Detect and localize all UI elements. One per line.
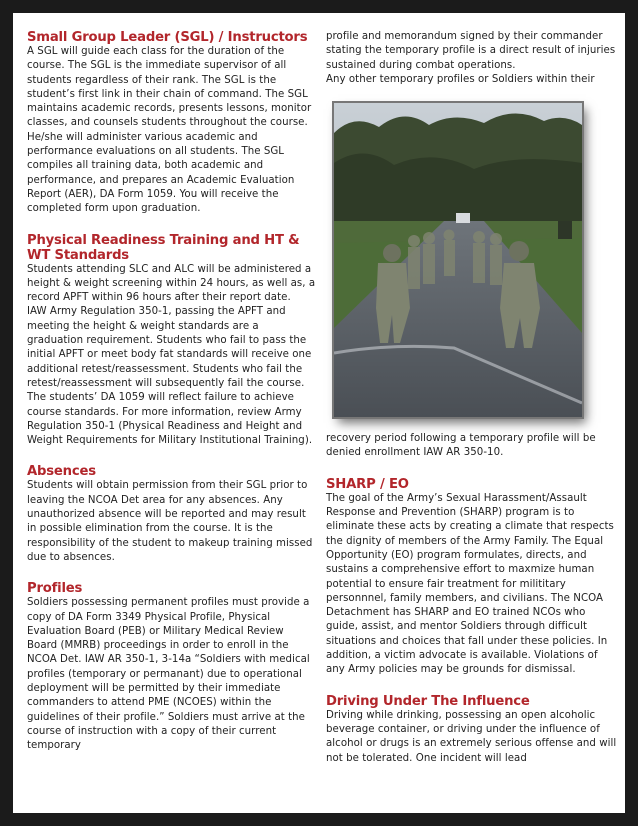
profiles-body: Soldiers possessing permanent profiles must provide a copy of DA Form 3349 Physical Profile, Physical Evaluation Board (PEB) or Military Medical Review Board (MMRB) proceedings in order to enroll in the NCOA Det. IAW AR 350-1, 3-14a “Soldiers with medical profiles (temporary or permanant) due to operational deployment will be permitted by their immediate commanders to attend PME (NCOES) within the guidelines of their profile.” Soldiers must arrive at the course of instruction with a copy of their current temporary	[27, 597, 310, 752]
section-sgl	[27, 30, 317, 217]
sharp-body: The goal of the Army’s Sexual Harassment/Assault Response and Prevention (SHARP) program is to eliminate these acts by creating a climate that respects the dignity of members of the Army Family. The Equal Opportunity (EO) program formulates, directs, and sustains a comprehensive effort to maxmize human potential to ensure fair treatment for milititary personnnel, family members, and civilians. The NCOA Detachment has SHARP and EO trained NCOs who guide, assist, and mentor Soldiers through difficult situations and choices that fall under these policies. In addition, a victim advocate is available. Violations of any Army policies may be grounds for dismissal.	[326, 492, 614, 676]
soldiers-road-march-photo	[334, 103, 582, 417]
section-profiles	[27, 581, 317, 753]
section-prt	[27, 233, 317, 449]
absences-heading: Absences	[27, 464, 96, 480]
left-column	[27, 30, 317, 769]
sharp-heading: SHARP / EO	[326, 476, 409, 492]
profiles-continued-2: recovery period following a temporary profile will be denied enrollment IAW AR 350-10.	[326, 433, 596, 459]
prt-body: Students attending SLC and ALC will be administered a height & weight screening within 24 hours, as well as, a record APFT within 96 hours after their report date. IAW Army Regulation 350-1, passing the APFT and meeting the height & weight standards are a graduation requirement. Students who fail to pass the initial APFT or meet body fat standards will receive one additional retest/reassessment. Students who fail the retest/reassessment will subsequently fail the course. The students’ DA 1059 will reflect failure to achieve course standards. For more information, review Army Regulation 350-1 (Physical Readiness and Height and Weight Requirements for Military Institutional Training).	[27, 263, 316, 447]
profiles-continued: profile and memorandum signed by their commander stating the temporary profile is a direct result of injuries sustained during combat operations. Any other temporary profiles or Soldiers within their	[326, 31, 616, 85]
sgl-heading: Small Group Leader (SGL) / Instructors	[27, 30, 308, 45]
right-column	[326, 30, 618, 782]
section-sharp	[326, 477, 618, 678]
sgl-body: A SGL will guide each class for the duration of the course. The SGL is the immediate supervisor of all students regardless of their rank. The SGL is the student’s first link in their chain of command. The SGL maintains academic records, presents lessons, monitor classes, and counsels students throughout the course. He/she will administer various academic and performance evaluations on all students. The SGL compiles all training data, both academic and performance, and prepares an Academic Evaluation Report (AER), DA Form 1059. You will receive the completed form upon graduation.	[27, 46, 312, 215]
distant-vehicle	[456, 213, 470, 223]
photo-illustration	[334, 103, 582, 417]
section-dui	[326, 694, 618, 766]
dui-heading: Driving Under The Influence	[326, 693, 530, 709]
dui-body: Driving while drinking, possessing an open alcoholic beverage container, or driving under the influence of alcohol or drugs is an extremely serious offense and will not be tolerated. One incident will lead	[326, 709, 617, 764]
profiles-heading: Profiles	[27, 581, 83, 597]
absences-body: Students will obtain permission from their SGL prior to leaving the NCOA Det area for any absences. Any unauthorized absence will be reported and may result in possible elimination from the course. It is the responsibility of the student to makeup training missed due to absences.	[27, 480, 313, 563]
prt-heading: Physical Readiness Training and HT & WT Standards	[27, 232, 300, 263]
section-absences	[27, 464, 317, 565]
